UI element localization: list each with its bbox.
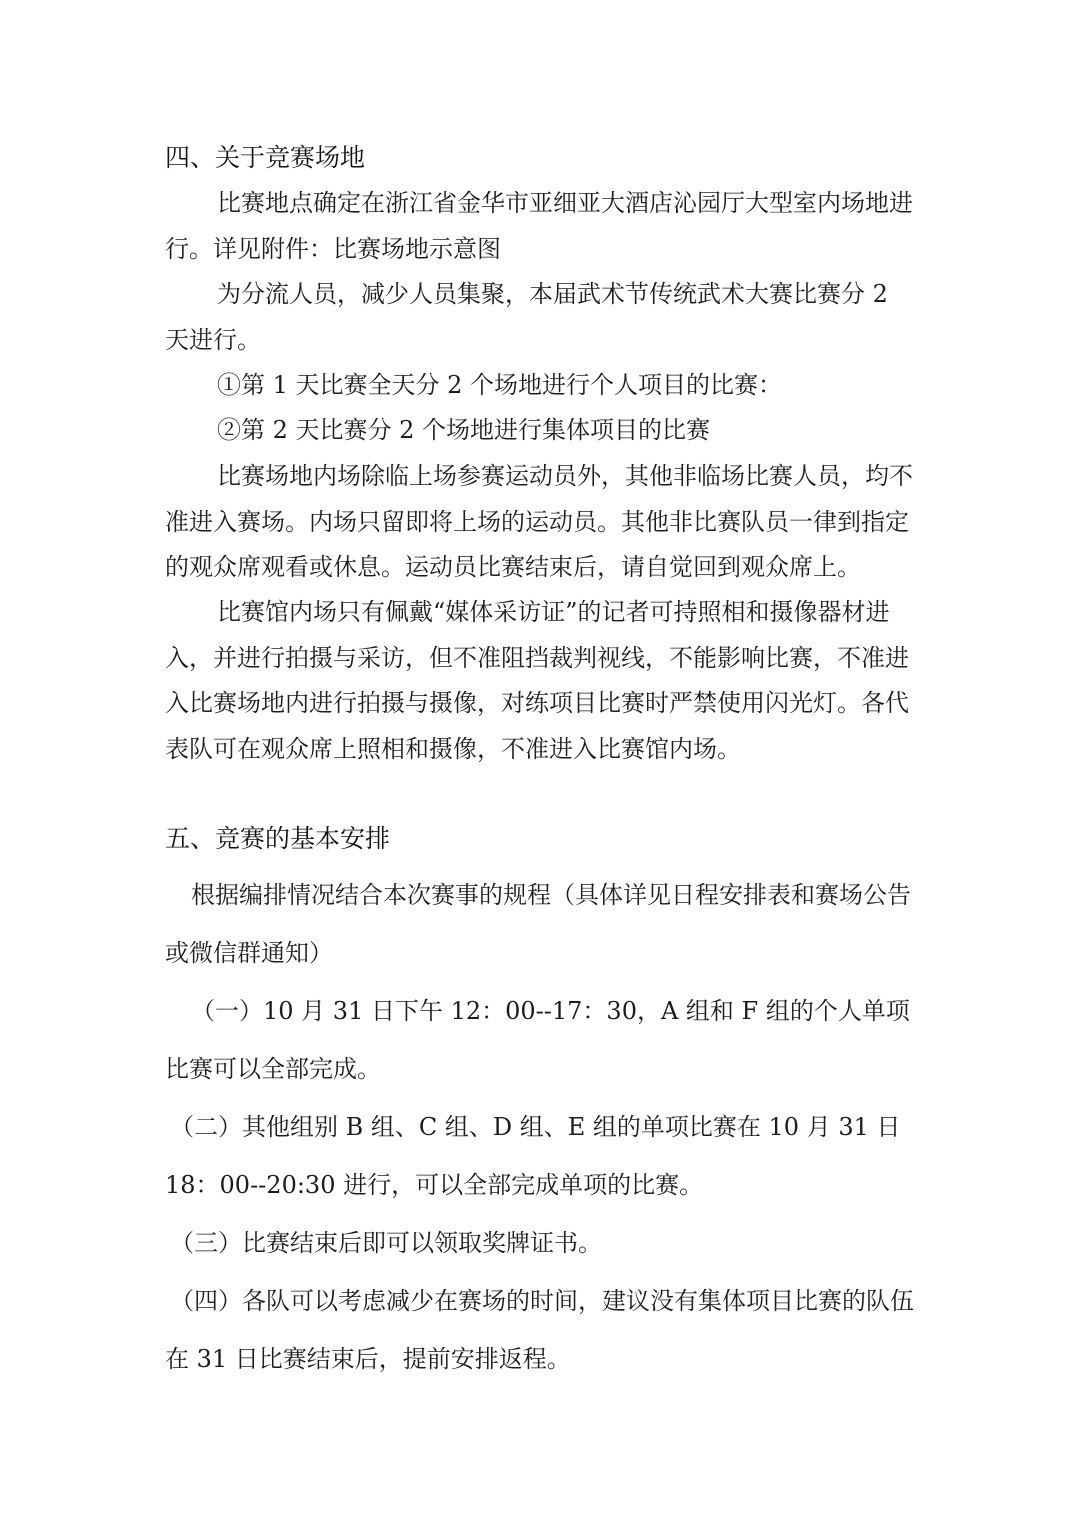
section4-venue-paragraph: 比赛地点确定在浙江省金华市亚细亚大酒店沁园厅大型室内场地进行。详见附件：比赛场地示意图 xyxy=(165,189,913,263)
section4-day1-item: ①第 1 天比赛全天分 2 个场地进行个人项目的比赛： xyxy=(217,371,783,399)
section4-day2-item: ②第 2 天比赛分 2 个场地进行集体项目的比赛 xyxy=(217,416,711,444)
section5-item-3: （三）比赛结束后即可以领取奖牌证书。 xyxy=(170,1229,602,1257)
section5-item-1: （一）10 月 31 日下午 12：00--17：30，A 组和 F 组的个人单项比赛可以全部完成。 xyxy=(165,997,910,1083)
section4-field-rules-paragraph: 比赛场地内场除临上场参赛运动员外，其他非临场比赛人员，均不准进入赛场。内场只留即将上场的运动员。其他非比赛队员一律到指定的观众席观看或休息。运动员比赛结束后，请自觉回到观众席上。 xyxy=(165,462,913,581)
section5-intro-paragraph: 根据编排情况结合本次赛事的规程（具体详见日程安排表和赛场公告或微信群通知） xyxy=(165,881,911,967)
section4-schedule-paragraph: 为分流人员，减少人员集聚，本届武术节传统武术大赛比赛分 2 天进行。 xyxy=(165,280,888,354)
section5-item-4: （四）各队可以考虑减少在赛场的时间，建议没有集体项目比赛的队伍在 31 日比赛结束后，提前安排返程。 xyxy=(165,1287,914,1373)
section4-media-rules-paragraph: 比赛馆内场只有佩戴“媒体采访证”的记者可持照相和摄像器材进入，并进行拍摄与采访，但不准阻挡裁判视线，不能影响比赛，不准进入比赛场地内进行拍摄与摄像，对练项目比赛时严禁使用闪光灯。各代表队可在观众席上照相和摄像，不准进入比赛馆内场。 xyxy=(165,598,909,763)
section4-heading: 四、关于竞赛场地 xyxy=(165,143,366,172)
section5-heading: 五、竞赛的基本安排 xyxy=(165,824,391,853)
section5-item-2: （二）其他组别 B 组、C 组、D 组、E 组的单项比赛在 10 月 31 日 18：00--20:30 进行，可以全部完成单项的比赛。 xyxy=(165,1113,901,1199)
